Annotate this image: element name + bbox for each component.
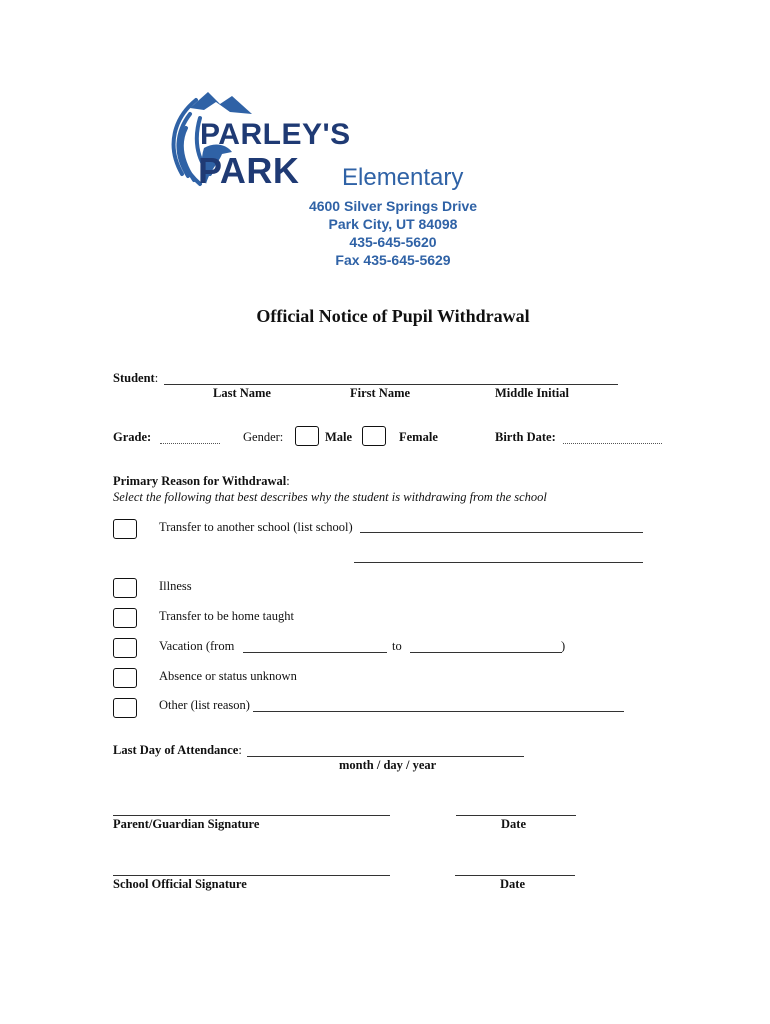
last-day-format: month / day / year bbox=[339, 758, 437, 772]
school-date-label: Date bbox=[500, 877, 525, 891]
other-reason-field[interactable] bbox=[253, 711, 624, 712]
transfer-label: Transfer to another school (list school) bbox=[159, 520, 353, 534]
student-label: Student: bbox=[113, 371, 159, 385]
address-city: Park City, UT 84098 bbox=[328, 216, 458, 232]
grade-label: Grade: bbox=[113, 430, 152, 444]
vacation-checkbox[interactable] bbox=[113, 638, 137, 658]
other-checkbox[interactable] bbox=[113, 698, 137, 718]
vacation-close-paren: ) bbox=[561, 639, 566, 653]
vacation-to-field[interactable] bbox=[410, 652, 562, 653]
transfer-school-field[interactable] bbox=[360, 532, 643, 533]
mountain-icon bbox=[190, 92, 252, 114]
transfer-school-field-line2[interactable] bbox=[354, 562, 643, 563]
illness-label: Illness bbox=[159, 579, 192, 593]
parent-date-label: Date bbox=[501, 817, 526, 831]
address-street: 4600 Silver Springs Drive bbox=[308, 198, 478, 214]
gender-label: Gender: bbox=[243, 430, 284, 444]
female-label: Female bbox=[399, 430, 438, 444]
logo-name-line1: PARLEY'S bbox=[200, 118, 351, 151]
illness-checkbox[interactable] bbox=[113, 578, 137, 598]
parent-date-field[interactable] bbox=[456, 815, 576, 816]
birth-date-label: Birth Date: bbox=[495, 430, 556, 444]
reason-heading: Primary Reason for Withdrawal: bbox=[113, 474, 290, 488]
female-checkbox[interactable] bbox=[362, 426, 386, 446]
absence-checkbox[interactable] bbox=[113, 668, 137, 688]
vacation-from-field[interactable] bbox=[243, 652, 387, 653]
parent-signature-field[interactable] bbox=[113, 815, 390, 816]
birth-date-field[interactable] bbox=[563, 443, 662, 444]
address-fax: Fax 435-645-5629 bbox=[335, 252, 451, 268]
school-date-field[interactable] bbox=[455, 875, 575, 876]
parent-signature-label: Parent/Guardian Signature bbox=[113, 817, 260, 831]
vacation-to-label: to bbox=[392, 639, 402, 653]
grade-field[interactable] bbox=[160, 443, 220, 444]
transfer-checkbox[interactable] bbox=[113, 519, 137, 539]
logo-name-line2: PARK bbox=[198, 150, 300, 191]
other-label: Other (list reason) bbox=[159, 698, 250, 712]
home-taught-label: Transfer to be home taught bbox=[159, 609, 294, 623]
male-checkbox[interactable] bbox=[295, 426, 319, 446]
home-taught-checkbox[interactable] bbox=[113, 608, 137, 628]
school-signature-field[interactable] bbox=[113, 875, 390, 876]
student-name-field[interactable] bbox=[164, 384, 618, 385]
school-signature-label: School Official Signature bbox=[113, 877, 247, 891]
first-name-caption: First Name bbox=[350, 386, 411, 400]
absence-label: Absence or status unknown bbox=[159, 669, 297, 683]
last-name-caption: Last Name bbox=[213, 386, 271, 400]
logo-name-line3: Elementary bbox=[342, 164, 464, 191]
male-label: Male bbox=[325, 430, 353, 444]
last-day-field[interactable] bbox=[247, 756, 524, 757]
middle-initial-caption: Middle Initial bbox=[495, 386, 569, 400]
vacation-from-label: Vacation (from bbox=[159, 639, 235, 653]
page-title: Official Notice of Pupil Withdrawal bbox=[256, 306, 530, 326]
address-phone: 435-645-5620 bbox=[349, 234, 437, 250]
last-day-label: Last Day of Attendance: bbox=[113, 743, 242, 757]
reason-instruction: Select the following that best describes why the student is withdrawing from the school bbox=[113, 490, 547, 504]
